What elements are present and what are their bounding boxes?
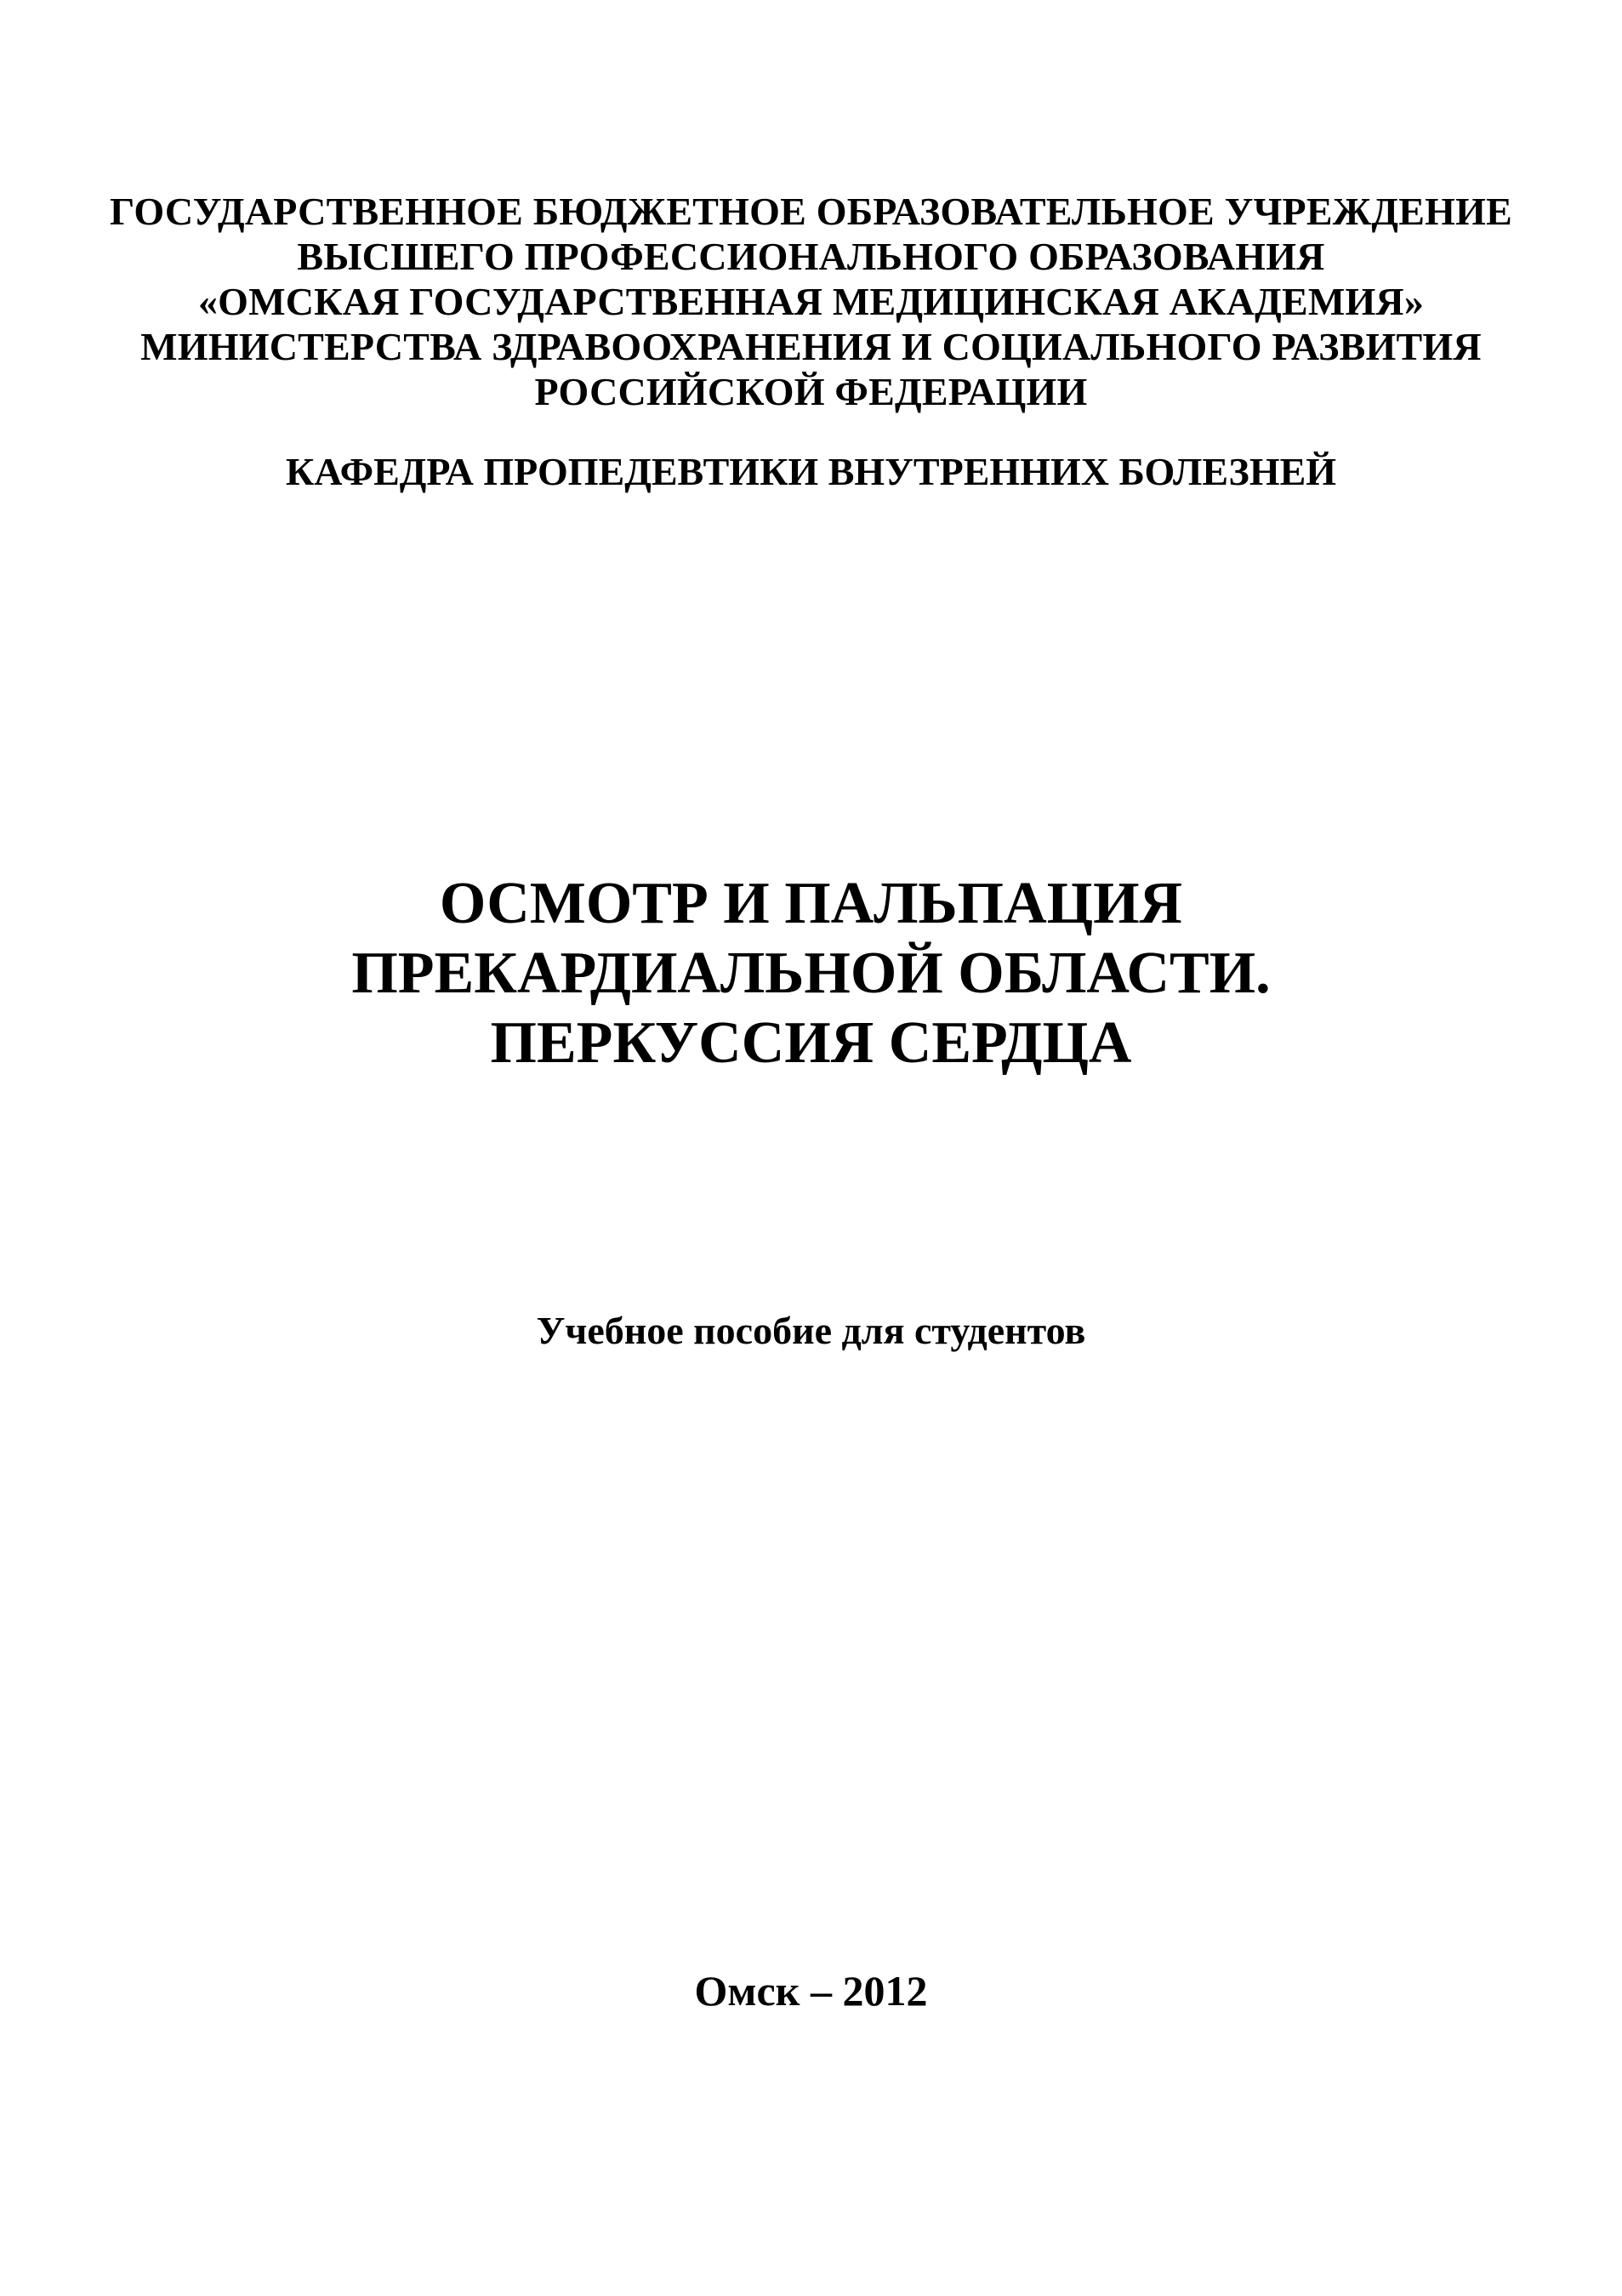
department-name: КАФЕДРА ПРОПЕДЕВТИКИ ВНУТРЕННИХ БОЛЕЗНЕЙ [285,450,1337,493]
institution-line: ВЫСШЕГО ПРОФЕССИОНАЛЬНОГО ОБРАЗОВАНИЯ [297,235,1325,278]
institution-line: «ОМСКАЯ ГОСУДАРСТВЕННАЯ МЕДИЦИНСКАЯ АКАДЕМИЯ» [197,280,1425,323]
institution-line: МИНИСТЕРСТВА ЗДРАВООХРАНЕНИЯ И СОЦИАЛЬНОГО РАЗВИТИЯ [140,325,1482,368]
title-line: ПРЕКАРДИАЛЬНОЙ ОБЛАСТИ. [351,941,1271,1006]
document-title [0,869,1622,1078]
institution-line: РОССИЙСКОЙ ФЕДЕРАЦИИ [534,370,1088,413]
institution-header [0,189,1622,414]
place-and-year: Омск – 2012 [694,1967,928,2015]
institution-line: ГОСУДАРСТВЕННОЕ БЮДЖЕТНОЕ ОБРАЗОВАТЕЛЬНОЕ УЧРЕЖДЕНИЕ [110,190,1512,233]
document-subtitle: Учебное пособие для студентов [536,1309,1086,1352]
title-line: ПЕРКУССИЯ СЕРДЦА [490,1010,1132,1076]
title-line: ОСМОТР И ПАЛЬПАЦИЯ [439,871,1183,936]
